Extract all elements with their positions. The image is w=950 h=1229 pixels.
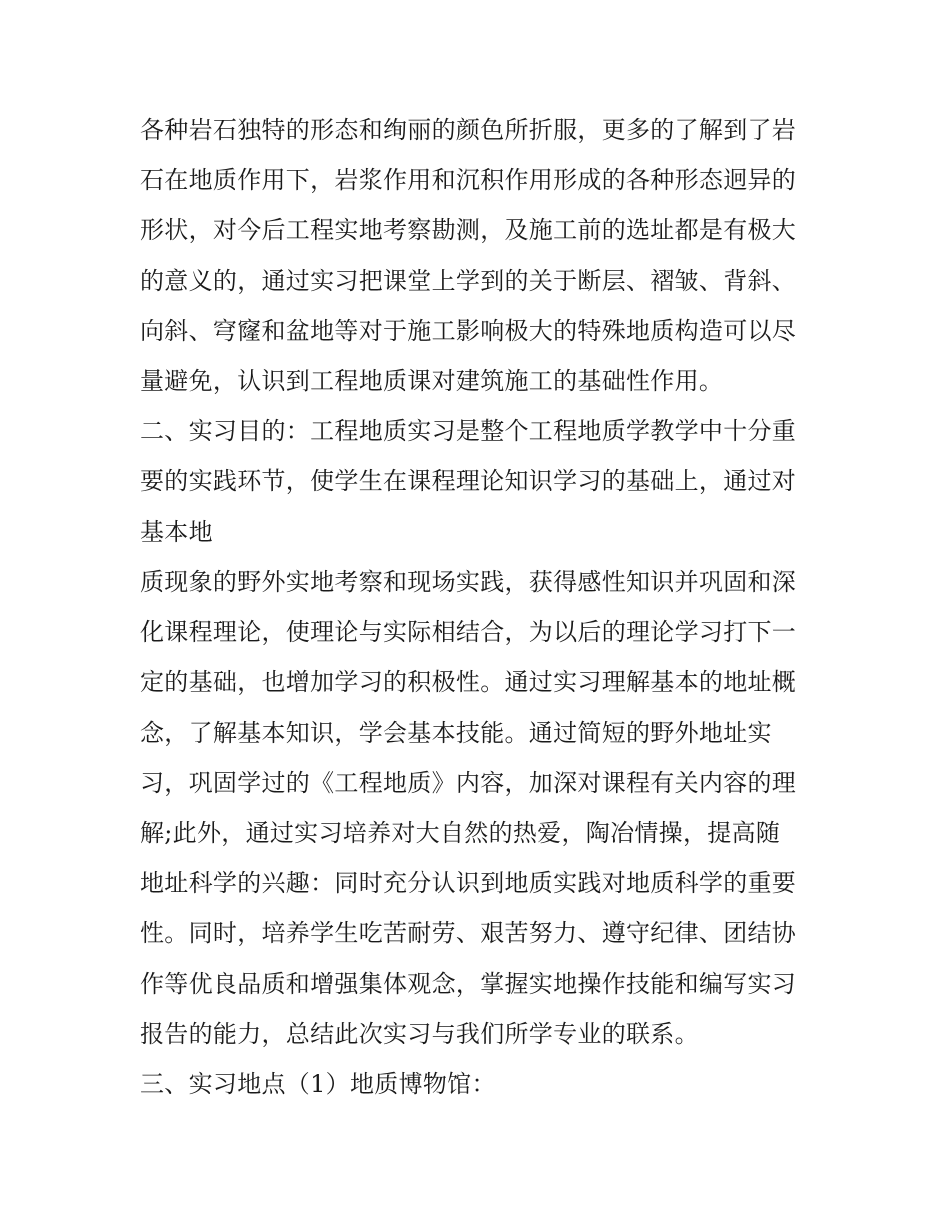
- text-line: 报告的能力，总结此次实习与我们所学专业的联系。: [140, 1020, 699, 1048]
- section-heading-location: 三、实习地点（1）地质博物馆：: [140, 1070, 496, 1098]
- section-heading-purpose: 二、实习目的：工程地质实习是整个工程地质学教学中十分重: [140, 417, 797, 445]
- text-line: 要的实践环节，使学生在课程理论知识学习的基础上，通过对: [140, 467, 797, 495]
- text-line: 习，巩固学过的《工程地质》内容，加深对课程有关内容的理: [140, 769, 797, 797]
- text-line: 石在地质作用下，岩浆作用和沉积作用形成的各种形态迥异的: [140, 166, 797, 194]
- text-line: 的意义的，通过实习把课堂上学到的关于断层、褶皱、背斜、: [140, 267, 797, 295]
- text-line: 量避免，认识到工程地质课对建筑施工的基础性作用。: [140, 367, 724, 395]
- text-line: 质现象的野外实地考察和现场实践，获得感性知识并巩固和深: [140, 568, 797, 596]
- text-line: 性。同时，培养学生吃苦耐劳、艰苦努力、遵守纪律、团结协: [140, 919, 797, 947]
- text-line: 形状，对今后工程实地考察勘测，及施工前的选址都是有极大: [140, 216, 797, 244]
- text-line: 化课程理论，使理论与实际相结合，为以后的理论学习打下一: [140, 618, 797, 646]
- text-line: 念，了解基本知识，学会基本技能。通过简短的野外地址实: [140, 719, 772, 747]
- text-line: 地址科学的兴趣：同时充分认识到地质实践对地质科学的重要: [140, 869, 797, 897]
- text-line: 基本地: [140, 518, 213, 546]
- text-line: 各种岩石独特的形态和绚丽的颜色所折服，更多的了解到了岩: [140, 116, 797, 144]
- text-line: 解;此外，通过实习培养对大自然的热爱，陶冶情操，提高随: [140, 819, 781, 847]
- text-line: 定的基础，也增加学习的积极性。通过实习理解基本的地址概: [140, 668, 797, 696]
- text-line: 向斜、穹窿和盆地等对于施工影响极大的特殊地质构造可以尽: [140, 317, 797, 345]
- text-line: 作等优良品质和增强集体观念，掌握实地操作技能和编写实习: [140, 970, 797, 998]
